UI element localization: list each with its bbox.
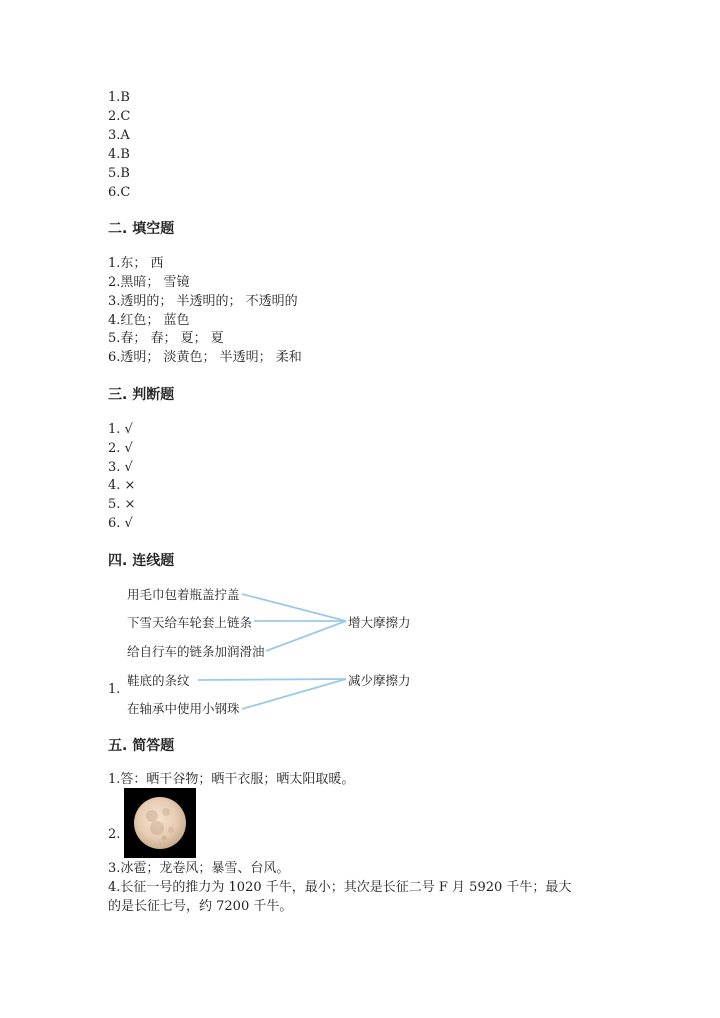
section-heading: 五. 简答题 (108, 738, 175, 754)
section-heading: 二. 填空题 (108, 221, 175, 237)
answer-line: 4. × (108, 478, 136, 493)
match-left-item: 用毛巾包着瓶盖拧盖 (127, 587, 240, 602)
answer-line: 5.B (108, 166, 130, 181)
answer-line: 6.C (108, 185, 131, 200)
section-heading: 三. 判断题 (108, 387, 175, 403)
match-left-item: 鞋底的条纹 (127, 673, 190, 688)
match-connector-line (242, 679, 346, 709)
match-left-item: 在轴承中使用小钢珠 (127, 701, 240, 716)
answer-line: 1.东； 西 (108, 256, 164, 271)
answer-line: 的是长征七号，约 7200 千牛。 (108, 899, 293, 914)
answer-line: 1. √ (108, 422, 133, 437)
match-left-item: 给自行车的链条加润滑油 (127, 644, 265, 659)
answer-line: 3.透明的； 半透明的； 不透明的 (108, 294, 298, 309)
answer-line: 2.黑暗； 雪镜 (108, 275, 190, 290)
answer-line: 1.答：晒干谷物；晒干衣服；晒太阳取暖。 (108, 772, 355, 787)
section-heading: 四. 连线题 (108, 553, 175, 569)
answer-line: 3. √ (108, 460, 133, 475)
answer-line: 3.A (108, 128, 130, 143)
match-connector-line (266, 621, 346, 651)
answer-line: 2.C (108, 109, 131, 124)
match-left-item: 下雪天给车轮套上链条 (127, 615, 253, 630)
question-number: 1. (108, 682, 121, 697)
moon-icon (124, 788, 196, 858)
full-moon-image (124, 788, 196, 858)
answer-line: 6. √ (108, 516, 133, 531)
match-connector-line (198, 679, 346, 680)
answer-line: 5.春； 春； 夏； 夏 (108, 331, 224, 346)
match-right-item: 减少摩擦力 (348, 673, 411, 688)
answer-line: 4.长征一号的推力为 1020 千牛，最小；其次是长征二号 F 月 5920 千牛；最大 (108, 880, 572, 895)
answer-line: 3.冰雹；龙卷风；暴雪、台风。 (108, 861, 290, 876)
answer-line: 6.透明； 淡黄色； 半透明； 柔和 (108, 350, 302, 365)
question-number: 2. (108, 827, 121, 842)
match-right-item: 增大摩擦力 (348, 615, 411, 630)
answer-line: 5. × (108, 497, 136, 512)
match-connector-line (242, 594, 346, 621)
answer-line: 1.B (108, 90, 130, 105)
answer-line: 4.B (108, 147, 130, 162)
answer-line: 2. √ (108, 441, 133, 456)
answer-line: 4.红色； 蓝色 (108, 313, 190, 328)
